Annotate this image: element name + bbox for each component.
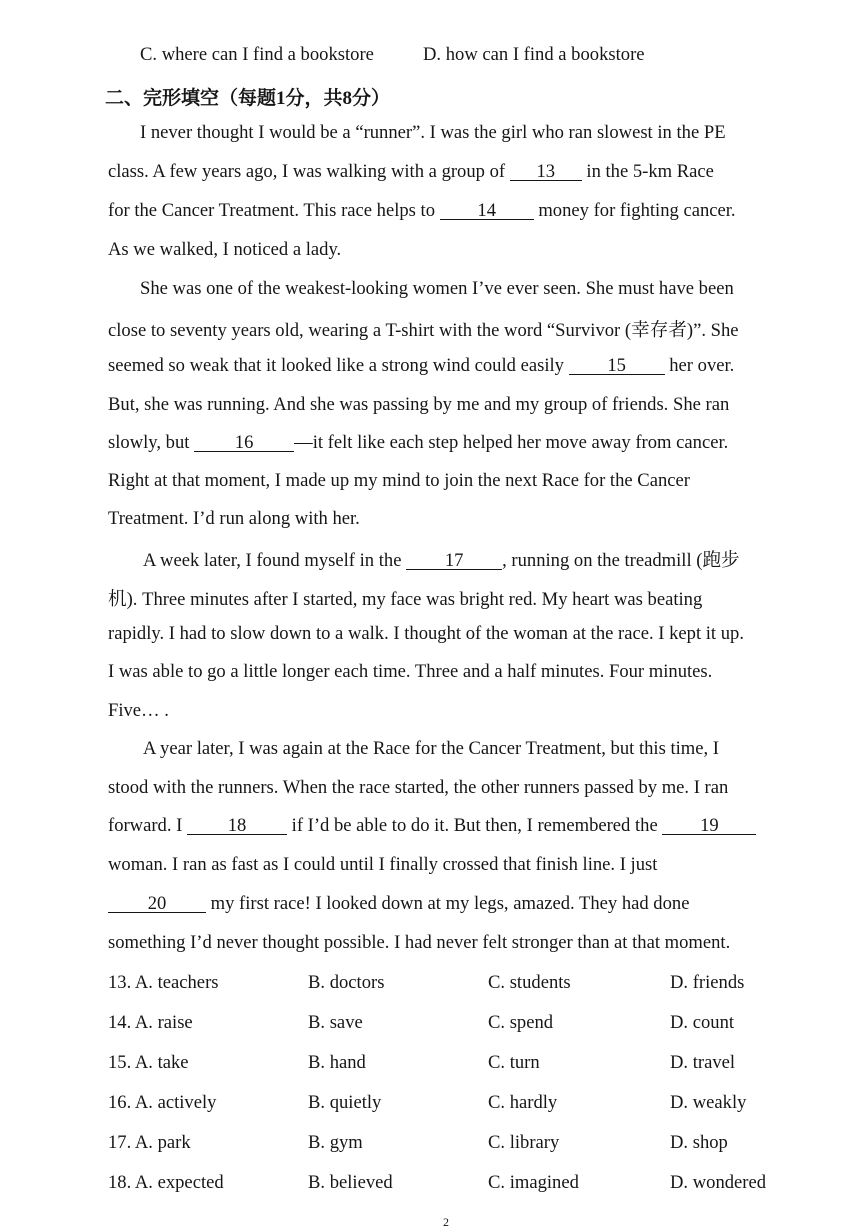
passage-line: Treatment. I’d run along with her. xyxy=(108,508,360,529)
passage-line xyxy=(143,546,833,572)
page-number: 2 xyxy=(443,1215,449,1229)
passage-line xyxy=(108,200,798,222)
blank-17: 17 xyxy=(406,552,502,570)
prev-question-option-c: C. where can I find a bookstore xyxy=(140,44,374,65)
section-title: 二、完形填空（每题1分，共8分） xyxy=(105,88,391,109)
passage-line: But, she was running. And she was passing by me and my group of friends. She ran xyxy=(108,394,730,415)
blank-20: 20 xyxy=(108,895,206,913)
option-c: C. turn xyxy=(488,1052,540,1073)
prev-question-option-d: D. how can I find a bookstore xyxy=(423,44,645,65)
option-c: C. library xyxy=(488,1132,560,1153)
passage-line: close to seventy years old, wearing a T-shirt with the word “Survivor (幸存者)”. She xyxy=(108,320,739,341)
option-a: 18. A. expected xyxy=(108,1172,224,1193)
passage-line: I was able to go a little longer each time. Three and a half minutes. Four minutes. xyxy=(108,661,713,682)
passage-line: I never thought I would be a “runner”. I was the girl who ran slowest in the PE xyxy=(140,122,726,143)
passage-line xyxy=(108,161,798,183)
passage-line: stood with the runners. When the race started, the other runners passed by me. I ran xyxy=(108,777,729,798)
option-d: D. travel xyxy=(670,1052,736,1073)
option-d: D. shop xyxy=(670,1132,728,1153)
option-a: 13. A. teachers xyxy=(108,972,219,993)
passage-line xyxy=(108,355,798,377)
passage-line: Five… . xyxy=(108,700,169,721)
option-b: B. quietly xyxy=(308,1092,382,1113)
line-text: class. A few years ago, I was walking with a group of xyxy=(108,161,510,182)
passage-line xyxy=(108,432,798,454)
line-text: slowly, but xyxy=(108,432,195,453)
option-b: B. save xyxy=(308,1012,363,1033)
blank-15: 15 xyxy=(569,357,665,375)
line-text: , running on the treadmill (跑步 xyxy=(502,550,740,571)
option-c: C. hardly xyxy=(488,1092,558,1113)
blank-19: 19 xyxy=(662,817,756,835)
option-c: C. students xyxy=(488,972,571,993)
line-text: for the Cancer Treatment. This race helps to xyxy=(108,200,440,221)
option-a: 14. A. raise xyxy=(108,1012,193,1033)
option-d: D. wondered xyxy=(670,1172,767,1193)
line-text: in the 5-km Race xyxy=(581,161,714,182)
line-text: forward. I xyxy=(108,815,187,836)
option-b: B. hand xyxy=(308,1052,366,1073)
option-a: 15. A. take xyxy=(108,1052,189,1073)
option-d: D. count xyxy=(670,1012,735,1033)
option-a: 17. A. park xyxy=(108,1132,191,1153)
passage-line: woman. I ran as fast as I could until I finally crossed that finish line. I just xyxy=(108,854,658,875)
option-c: C. imagined xyxy=(488,1172,579,1193)
option-c: C. spend xyxy=(488,1012,554,1033)
line-text: seemed so weak that it looked like a strong wind could easily xyxy=(108,355,569,376)
blank-13: 13 xyxy=(510,163,582,181)
line-text: her over. xyxy=(664,355,735,376)
line-text: money for fighting cancer. xyxy=(533,200,736,221)
passage-line: As we walked, I noticed a lady. xyxy=(108,239,342,260)
option-b: B. gym xyxy=(308,1132,363,1153)
option-d: D. weakly xyxy=(670,1092,747,1113)
line-text: if I’d be able to do it. But then, I remembered the xyxy=(287,815,663,836)
line-text: my first race! I looked down at my legs, amazed. They had done xyxy=(206,893,690,914)
option-b: B. doctors xyxy=(308,972,385,993)
passage-line: Right at that moment, I made up my mind to join the next Race for the Cancer xyxy=(108,470,690,491)
passage-line: She was one of the weakest-looking women I’ve ever seen. She must have been xyxy=(140,278,734,299)
blank-18: 18 xyxy=(187,817,287,835)
passage-line: rapidly. I had to slow down to a walk. I thought of the woman at the race. I kept it up. xyxy=(108,623,744,644)
option-b: B. believed xyxy=(308,1172,393,1193)
blank-14: 14 xyxy=(440,202,534,220)
blank-16: 16 xyxy=(194,434,294,452)
option-a: 16. A. actively xyxy=(108,1092,217,1113)
passage-line xyxy=(108,815,798,837)
line-text: A week later, I found myself in the xyxy=(143,550,407,571)
passage-line: 机). Three minutes after I started, my face was bright red. My heart was beating xyxy=(108,589,703,610)
passage-line: something I’d never thought possible. I had never felt stronger than at that moment. xyxy=(108,932,731,953)
line-text: —it felt like each step helped her move away from cancer. xyxy=(294,432,729,453)
passage-line xyxy=(108,893,798,915)
option-d: D. friends xyxy=(670,972,745,993)
passage-line: A year later, I was again at the Race for the Cancer Treatment, but this time, I xyxy=(143,738,719,759)
